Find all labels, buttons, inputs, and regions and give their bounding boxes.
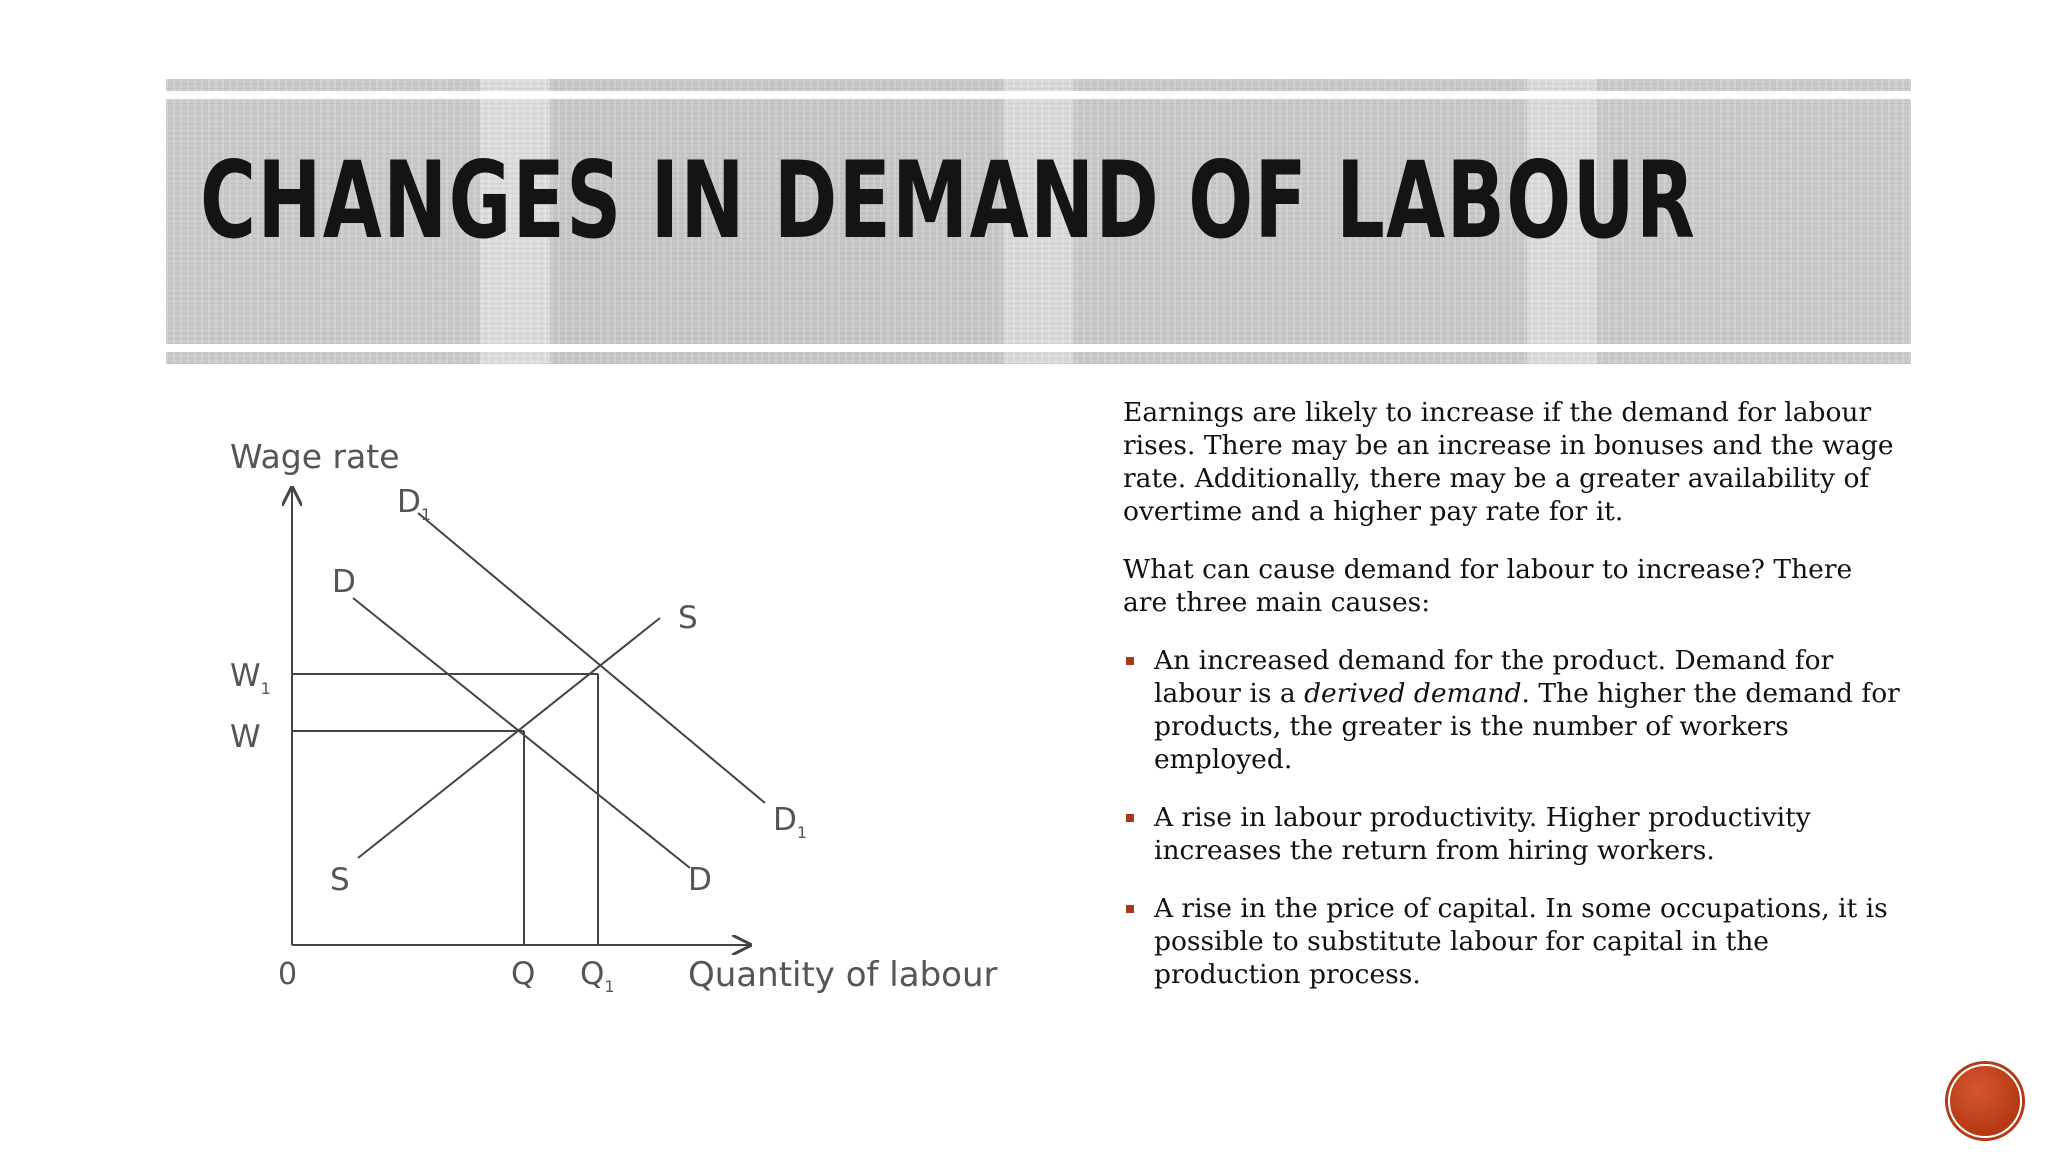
q1-label [580, 956, 615, 996]
w-label: W [230, 719, 261, 755]
bullet3-text: A rise in the price of capital. In some occupations, it is possible to substitute labour for capital in the production process. [1154, 893, 1888, 990]
list-item-productivity [1123, 801, 1903, 867]
q1-letter: Q [580, 956, 605, 992]
d1-demand-curve [418, 513, 765, 803]
slide-title: CHANGES IN DEMAND OF LABOUR [200, 139, 1697, 262]
s-bottom-label: S [330, 862, 350, 898]
q1-subscript: 1 [604, 977, 615, 996]
y-axis-label: Wage rate [230, 437, 400, 476]
bullet-marker [1126, 814, 1134, 822]
d1-bottom-subscript: 1 [796, 823, 808, 842]
labour-market-diagram [210, 420, 1020, 1020]
bullet-marker [1126, 657, 1134, 665]
bullet1-text-start: An increased demand for the product. Demand for labour is a [1154, 645, 1834, 709]
bullet-marker [1126, 905, 1134, 913]
question-paragraph: What can cause demand for labour to increase? There are three main causes: [1123, 554, 1853, 618]
origin-label: 0 [278, 957, 298, 992]
intro-paragraph: Earnings are likely to increase if the demand for labour rises. There may be an increase in bonuses and the wage rate. Additionally, there may be a greater availability of overtime and a higher pay rate for it. [1123, 397, 1894, 527]
d-top-label: D [332, 564, 356, 600]
causes-list [1123, 644, 1903, 991]
q-label: Q [511, 956, 536, 992]
list-item-capital-price [1123, 892, 1903, 991]
derived-demand-emphasis: derived demand [1304, 678, 1522, 709]
bullet2-text: A rise in labour productivity. Higher productivity increases the return from hiring workers. [1154, 802, 1811, 866]
s-supply-curve [358, 618, 660, 858]
slide-nav-button[interactable] [1948, 1064, 2022, 1138]
d1-top-letter: D [397, 484, 421, 520]
s-top-label: S [678, 600, 698, 636]
d1-top-label [397, 484, 431, 524]
d1-bottom-letter: D [773, 802, 797, 838]
d-demand-curve [353, 598, 690, 868]
banner-stripe-top [166, 91, 1911, 99]
bullet1-text-end: . The higher the demand for products, the greater is the number of workers employed. [1154, 678, 1900, 775]
w1-subscript: 1 [260, 679, 271, 698]
d-bottom-label: D [688, 862, 712, 898]
slide-body-text [1123, 396, 1903, 1016]
d1-bottom-label [773, 802, 807, 842]
x-axis-label: Quantity of labour [688, 955, 998, 995]
w1-label [230, 658, 271, 698]
list-item-product-demand [1123, 644, 1903, 776]
banner-stripe-bottom [166, 344, 1911, 352]
w1-letter: W [230, 658, 261, 694]
d1-top-subscript: 1 [420, 505, 432, 524]
